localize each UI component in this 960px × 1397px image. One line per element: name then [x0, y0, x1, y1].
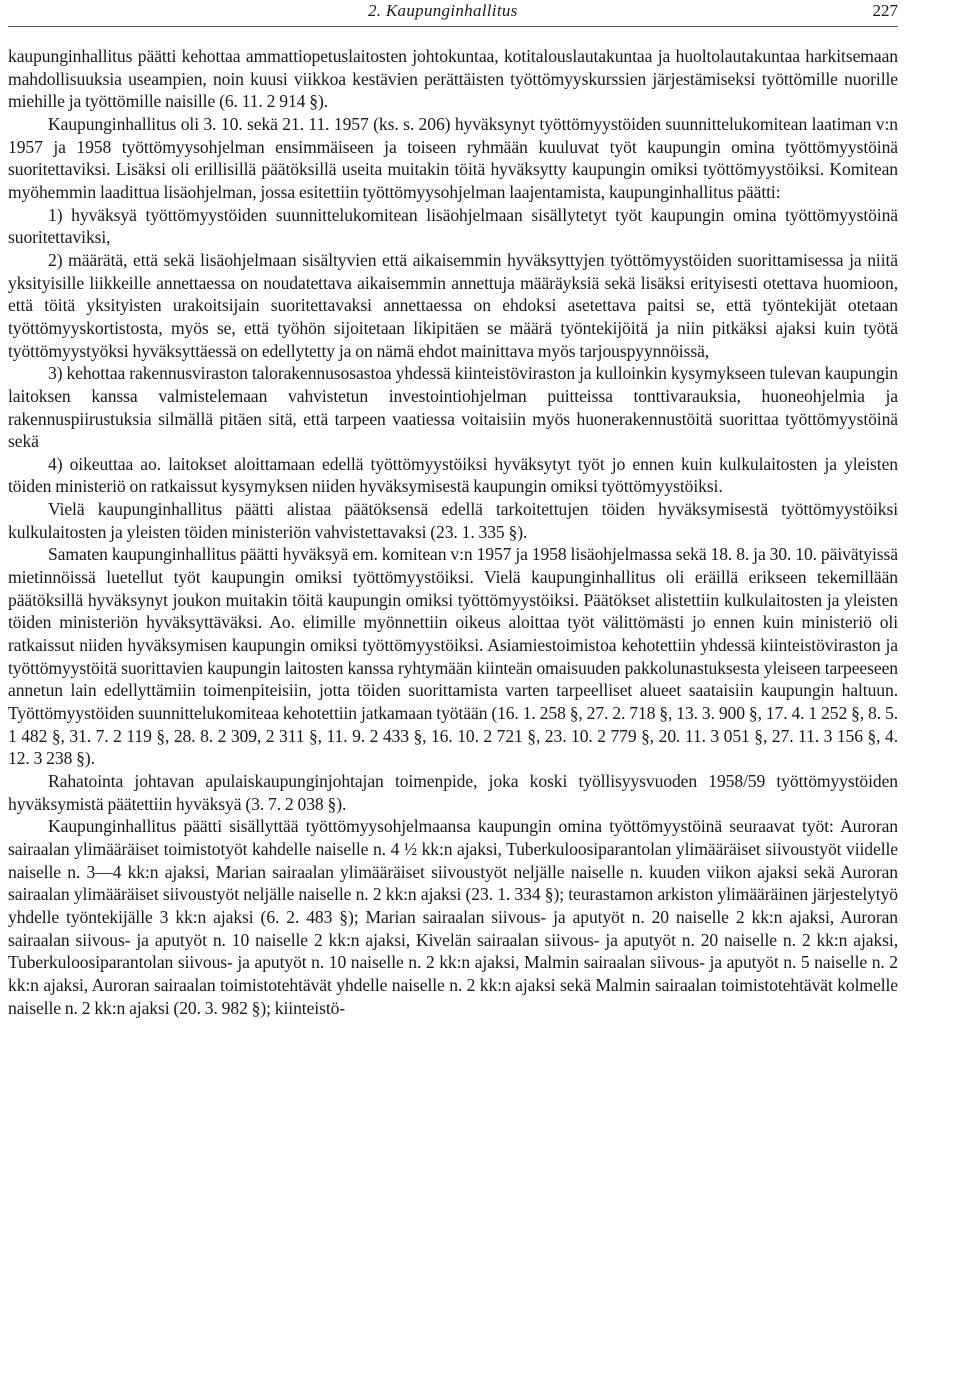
paragraph-continuation: kaupunginhallitus päätti kehottaa ammattiopetuslaitosten johtokuntaa, kotitalouslautakuntaa ja huoltolautakuntaa harkitsemaan mahdollisuuksia useampien, noin kuusi viikkoa kestävien perättäisten työttömyyskurssien järjestämiseksi työttömille nuorille miehille ja työttömille naisille (6. 11. 2 914 §).	[8, 46, 898, 112]
paragraph: Kaupunginhallitus oli 3. 10. sekä 21. 11. 1957 (ks. s. 206) hyväksynyt työttömyystöiden suunnittelukomitean laatiman v:n 1957 ja 1958 työttömyysohjelman ensimmäiseen ja toiseen ryhmään kuuluvat työt kaupungin omina työttömyystöinä suoritettaviksi. Lisäksi oli erillisillä päätöksillä useita muitakin töitä hyväksytty kaupungin omiksi työttömyystöiksi. Komitean myöhemmin laadittua lisäohjelman, jossa esitettiin työttömyysohjelman laajentamista, kaupunginhallitus päätti:	[8, 113, 898, 202]
paragraph: Vielä kaupunginhallitus päätti alistaa päätöksensä edellä tarkoitettujen töiden hyväksymisestä työttömyystöiksi kulkulaitosten ja yleisten töiden ministeriön vahvistettavaksi (23. 1. 335 §).	[8, 499, 898, 542]
paragraph: Kaupunginhallitus päätti sisällyttää työttömyysohjelmaansa kaupungin omina työttömyystöinä seuraavat työt: Auroran sairaalan ylimääräiset toimistotyöt kahdelle naiselle n. 4 ½ kk:n ajaksi, Tuberkuloosiparantolan ylimääräiset siivoustyöt viidelle naiselle n. 3—4 kk:n ajaksi, Marian sairaalan ylimääräiset siivoustyöt neljälle naiselle n. kuuden viikon ajaksi sekä Auroran sairaalan ylimääräiset siivoustyöt neljälle naiselle n. 2 kk:n ajaksi (23. 1. 334 §); teurastamon arkiston ylimääräinen järjestelytyö yhdelle työntekijälle 3 kk:n ajaksi (6. 2. 483 §); Marian sairaalan siivous- ja aputyöt n. 20 naiselle 2 kk:n ajaksi, Auroran sairaalan siivous- ja aputyöt n. 10 naiselle 2 kk:n ajaksi, Kivelän sairaalan siivous- ja aputyöt n. 20 naiselle n. 2 kk:n ajaksi, Tuberkuloosiparantolan siivous- ja aputyöt n. 10 naiselle n. 2 kk:n ajaksi, Malmin sairaalan siivous- ja aputyöt n. 5 naiselle n. 2 kk:n ajaksi, Auroran sairaalan toimistotehtävät yhdelle naiselle n. 2 kk:n ajaksi sekä Malmin sairaalan toimistotehtävät kolmelle naiselle n. 2 kk:n ajaksi (20. 3. 982 §); kiinteistö-	[8, 816, 898, 1018]
body-text	[8, 45, 898, 1019]
list-item: 1) hyväksyä työttömyystöiden suunnittelukomitean lisäohjelmaan sisällytetyt työt kaupungin omina työttömyystöinä suoritettaviksi,	[8, 204, 898, 248]
list-item: 2) määrätä, että sekä lisäohjelmaan sisältyvien että aikaisemmin hyväksyttyjen työttömyystöiden suorittamisessa ja niitä yksityisille liikkeille annettaessa on noudatettava aikaisemmin annettuja määräyksiä sekä lisäksi erityisesti otettava huomioon, että töitä yksityisten urakoitsijain suoritettavaksi annettaessa on ehdoksi asetettava paitsi se, että työntekijät otetaan työttömyyskortistosta, myös se, että työhön sijoitetaan likipitäen se määrä työntekijöitä ja niin pitkäksi ajaksi kuin työtä työttömyystyöksi hyväksyttäessä on edellytetty ja on nämä ehdot mainittava myös tarjouspyynnöissä,	[8, 249, 898, 361]
paragraph: Samaten kaupunginhallitus päätti hyväksyä em. komitean v:n 1957 ja 1958 lisäohjelmassa sekä 18. 8. ja 30. 10. päivätyissä mietinnöissä luetellut työt kaupungin omiksi työttömyystöiksi. Vielä kaupunginhallitus oli eräillä erikseen tekemillään päätöksillä hyväksynyt joukon muitakin töitä kaupungin omiksi työttömyystöiksi. Päätökset alistettiin kulkulaitosten ja yleisten töiden ministeriön hyväksyttäväksi. Ao. elimille myönnettiin oikeus aloittaa työt välittömästi jo ennen kuin ministeriö oli ratkaissut niiden hyväksymisen kaupungin omiksi työttömyystöiksi. Asiamiestoimistoa kehotettiin yhdessä kiinteistöviraston ja työttömyystöitä suorittavien kaupungin laitosten kanssa ryhtymään kiinteän omaisuuden pakkolunastuksesta yleiseen tarpeeseen annetun lain edellyttämiin toimenpiteisiin, jotta töiden suorittamista varten tarpeelliset alueet saataisiin kaupungin haltuun. Työttömyystöiden suunnittelukomiteaa kehotettiin jatkamaan työtään (16. 1. 258 §, 27. 2. 718 §, 13. 3. 900 §, 17. 4. 1 252 §, 8. 5. 1 482 §, 31. 7. 2 119 §, 28. 8. 2 309, 2 311 §, 11. 9. 2 433 §, 16. 10. 2 721 §, 23. 10. 2 779 §, 20. 11. 3 051 §, 27. 11. 3 156 §, 4. 12. 3 238 §).	[8, 544, 898, 769]
running-header	[8, 0, 898, 27]
chapter-title: 2. Kaupunginhallitus	[368, 1, 518, 20]
list-item: 3) kehottaa rakennusviraston talorakennusosastoa yhdessä kiinteistöviraston ja kulloinkin kysymykseen tulevan kaupungin laitoksen kanssa valmistelemaan vahvistetun investointiohjelman puitteissa tonttivarauksia, huoneohjelmia ja rakennuspiirustuksia silmällä pitäen sitä, että tarpeen vaatiessa voitaisiin myös huonerakennustöitä suorittaa työttömyystöinä sekä	[8, 363, 898, 452]
page-number: 227	[872, 1, 898, 20]
list-item: 4) oikeuttaa ao. laitokset aloittamaan edellä työttömyystöiksi hyväksytyt työt jo ennen kuin kulkulaitosten ja yleisten töiden ministeriö on ratkaissut kysymyksen niiden hyväksymisestä kaupungin omiksi työttömyystöiksi.	[8, 453, 898, 497]
paragraph: Rahatointa johtavan apulaiskaupunginjohtajan toimenpide, joka koski työllisyysvuoden 1958/59 työttömyystöiden hyväksymistä päätettiin hyväksyä (3. 7. 2 038 §).	[8, 771, 898, 814]
